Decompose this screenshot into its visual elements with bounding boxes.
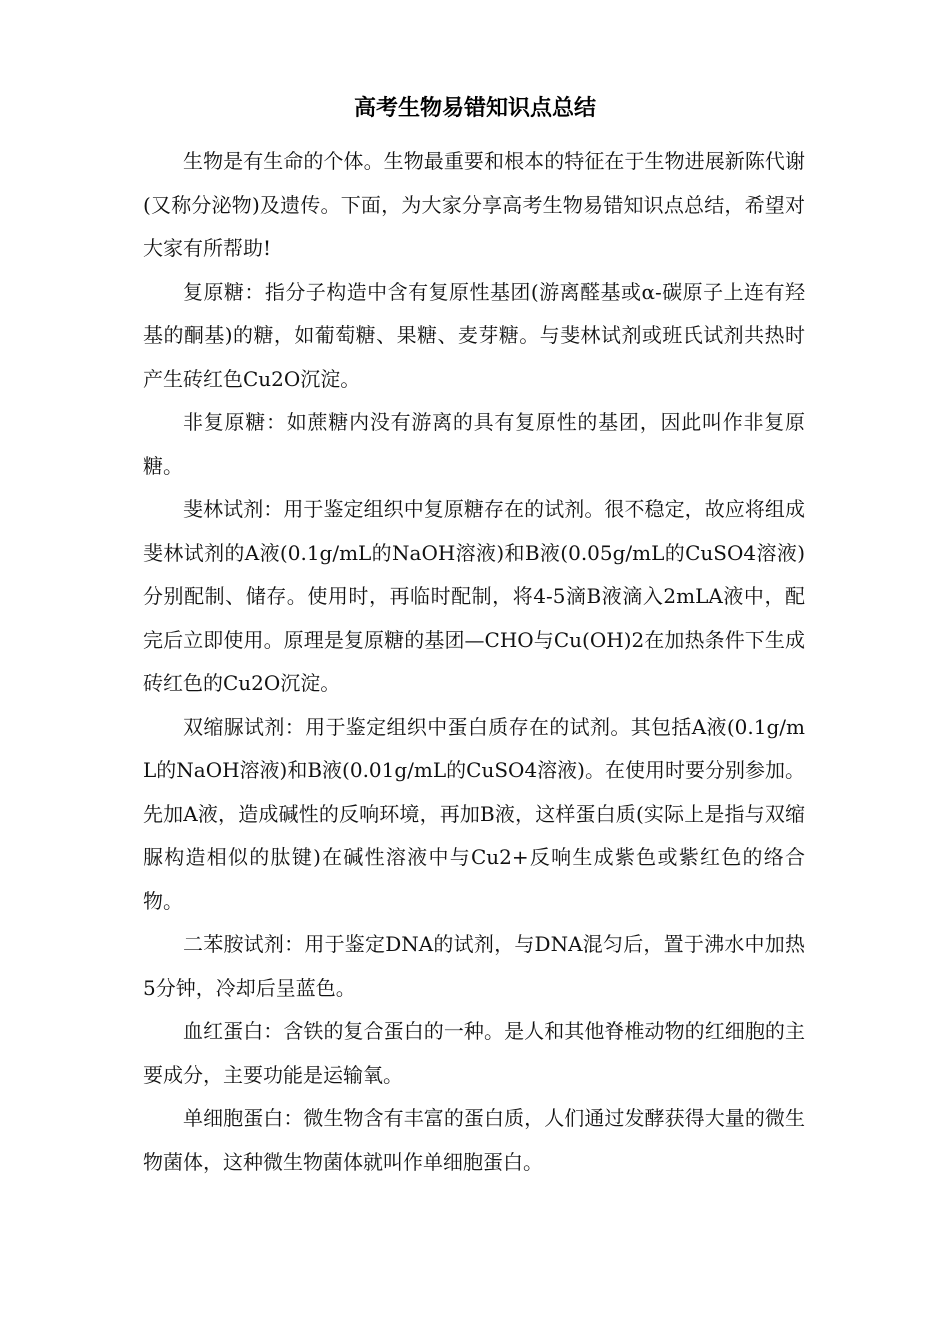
paragraph-biuret-reagent: 双缩脲试剂：用于鉴定组织中蛋白质存在的试剂。其包括A液(0.1g/mL的NaOH溶液)和B液(0.01g/mL的CuSO4溶液)。在使用时要分别参加。先加A液，造成碱性的反响环境，再加B液，这样蛋白质(实际上是指与双缩脲构造相似的肽键)在碱性溶液中与Cu2+反响生成紫色或紫红色的络合物。 — [143, 714, 805, 913]
paragraph-intro: 生物是有生命的个体。生物最重要和根本的特征在于生物进展新陈代谢(又称分泌物)及遗传。下面，为大家分享高考生物易错知识点总结，希望对大家有所帮助! — [143, 149, 805, 260]
paragraph-single-cell-protein: 单细胞蛋白：微生物含有丰富的蛋白质，人们通过发酵获得大量的微生物菌体，这种微生物菌体就叫作单细胞蛋白。 — [143, 1106, 805, 1174]
document-body — [143, 140, 805, 1184]
paragraph-non-reducing-sugar: 非复原糖：如蔗糖内没有游离的具有复原性的基团，因此叫作非复原糖。 — [143, 410, 805, 478]
paragraph-hemoglobin: 血红蛋白：含铁的复合蛋白的一种。是人和其他脊椎动物的红细胞的主要成分，主要功能是运输氧。 — [143, 1019, 805, 1087]
paragraph-reducing-sugar: 复原糖：指分子构造中含有复原性基团(游离醛基或α-碳原子上连有羟基的酮基)的糖，如葡萄糖、果糖、麦芽糖。与斐林试剂或班氏试剂共热时产生砖红色Cu2O沉淀。 — [143, 279, 805, 391]
document-title: 高考生物易错知识点总结 — [353, 95, 596, 121]
paragraph-diphenylamine-reagent: 二苯胺试剂：用于鉴定DNA的试剂，与DNA混匀后，置于沸水中加热5分钟，冷却后呈蓝色。 — [143, 932, 805, 1000]
paragraph-fehling-reagent: 斐林试剂：用于鉴定组织中复原糖存在的试剂。很不稳定，故应将组成斐林试剂的A液(0.1g/mL的NaOH溶液)和B液(0.05g/mL的CuSO4溶液)分别配制、储存。使用时，再临时配制，将4-5滴B液滴入2mLA液中，配完后立即使用。原理是复原糖的基团—CHO与Cu(OH)2在加热条件下生成砖红色的Cu2O沉淀。 — [143, 497, 805, 695]
